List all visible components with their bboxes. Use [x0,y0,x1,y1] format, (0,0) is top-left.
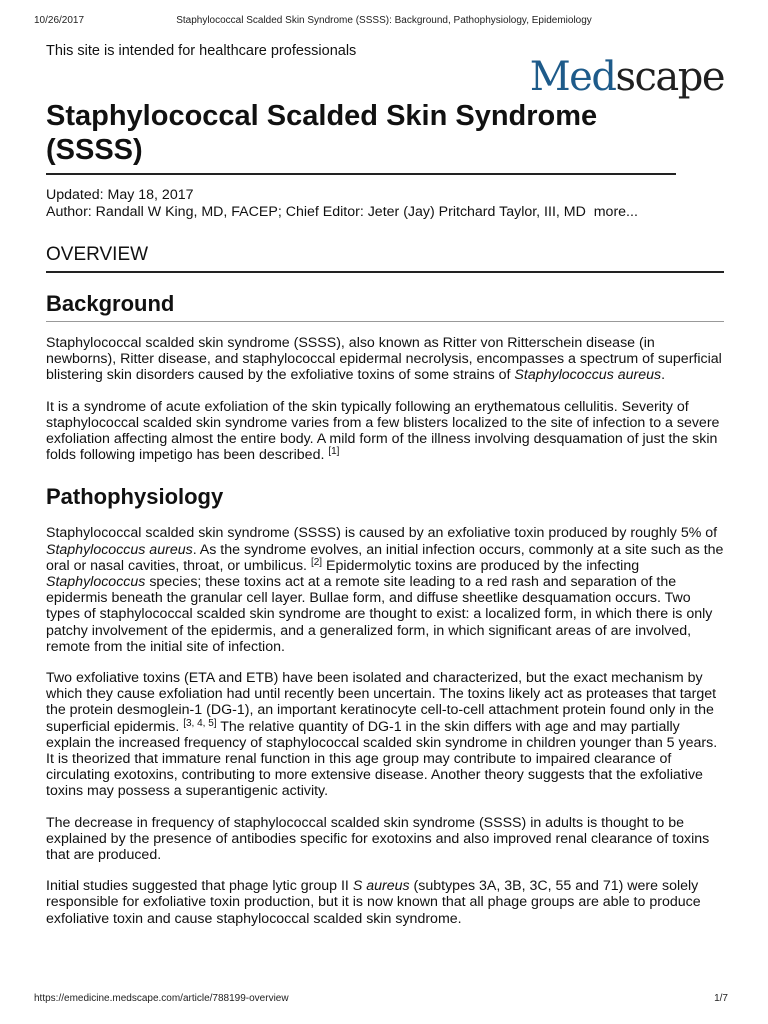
heading-background: Background [46,290,724,322]
site-notice: This site is intended for healthcare professionals [46,43,357,59]
section-label-overview: OVERVIEW [46,244,724,273]
heading-pathophysiology: Pathophysiology [46,484,224,510]
reference-link[interactable]: [2] [310,556,323,568]
print-footer [34,993,734,1007]
print-date: 10/26/2017 [34,15,85,26]
print-header [34,15,734,29]
reference-link[interactable]: [1] [328,446,340,458]
article-title: Staphylococcal Scalded Skin Syndrome (SSSS) [46,99,676,175]
medscape-logo[interactable] [530,55,724,99]
more-link[interactable]: more... [593,204,638,220]
pathophysiology-paragraph-4: Initial studies suggested that phage lytic group II S aureus (subtypes 3A, 3B, 3C, 55 and 71) were solely responsible for exfoliative toxin production, but it is now known that all phage groups are able to produce exfoliative toxin and cause staphylococcal scalded skin syndrome. [46,878,701,927]
updated-date: Updated: May 18, 2017 [46,187,194,203]
page-url: https://emedicine.medscape.com/article/788199-overview [34,993,289,1004]
page-number: 1/7 [714,993,728,1004]
author-line [46,204,724,221]
logo-scape: scape [615,54,724,100]
reference-link[interactable]: [3, 4, 5] [183,717,217,729]
print-page-title: Staphylococcal Scalded Skin Syndrome (SSSS): Background, Pathophysiology, Epidemiology [176,15,592,26]
author-text: Author: Randall W King, MD, FACEP; Chief Editor: Jeter (Jay) Pritchard Taylor, III, MD [46,204,586,220]
pathophysiology-paragraph-2: Two exfoliative toxins (ETA and ETB) have been isolated and characterized, but the exact mechanism by which they cause exfoliation had until recently been uncertain. The toxins likely act as proteases that target the protein desmoglein-1 (DG-1), an important keratinocyte cell-to-cell attachment protein found only in the superficial epidermis. [3, 4, 5] The relative quantity of DG-1 in the skin differs with age and may partially explain the increased frequency of staphylococcal scalded skin syndrome in children younger than 5 years. It is theorized that immature renal function in this age group may contribute to impaired clearance of circulating exotoxins, contributing to more extensive disease. Another theory suggests that the exfoliative toxins may possess a superantigenic activity. [46,670,718,800]
article-content [46,40,724,927]
article-meta [46,187,724,221]
pathophysiology-paragraph-1: Staphylococcal scalded skin syndrome (SSSS) is caused by an exfoliative toxin produced by roughly 5% of Staphylococcus aureus. As the syndrome evolves, an initial infection occurs, commonly at a site such as the oral or nasal cavities, throat, or umbilicus. [2] Epidermolytic toxins are produced by the infecting Staphylococcus species; these toxins act at a remote site leading to a red rash and separation of the epidermis beneath the granular cell layer. Bullae form, and diffuse sheetlike desquamation occurs. Two types of staphylococcal scalded skin syndrome are thought to exist: a localized form, in which there is only patchy involvement of the epidermis, and a generalized form, in which significant areas of are involved, remote from the initial site of infection. [46,525,724,655]
pathophysiology-paragraph-3: The decrease in frequency of staphylococcal scalded skin syndrome (SSSS) in adults is thought to be explained by the presence of antibodies specific for exotoxins and also improved renal clearance of toxins that are produced. [46,814,710,864]
background-paragraph-2: It is a syndrome of acute exfoliation of the skin typically following an erythematous cellulitis. Severity of staphylococcal scalded skin syndrome varies from a few blisters localized to the site of infection to a severe exfoliation affecting almost the entire body. A mild form of the illness involving desquamation of just the skin folds following impetigo has been described. [1] [46,398,720,464]
background-paragraph-1: Staphylococcal scalded skin syndrome (SSSS), also known as Ritter von Ritterschein disease (in newborns), Ritter disease, and staphylococcal epidermal necrolysis, encompasses a spectrum of superficial blistering skin disorders caused by the exfoliative toxins of some strains of Staphylococcus aureus. [46,335,722,384]
logo-med: Med [529,54,616,100]
